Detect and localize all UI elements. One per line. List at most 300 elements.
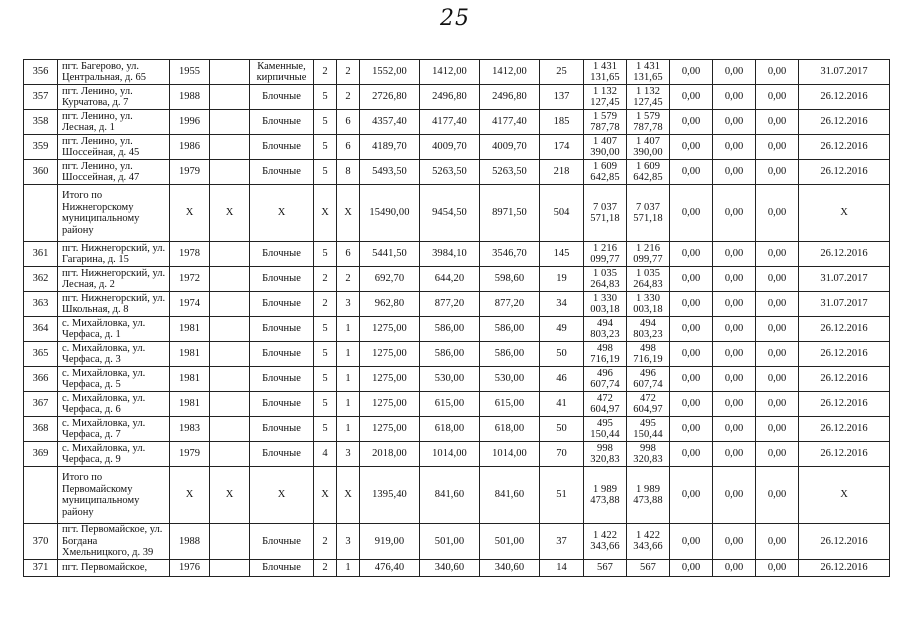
area-living-cell: 3984,10	[420, 242, 480, 267]
table-row	[24, 442, 890, 467]
year-cell: 1983	[170, 417, 210, 442]
blank-cell	[210, 267, 250, 292]
wall-material-cell: Блочные	[250, 392, 314, 417]
cost-cell-2: 1 422 343,66	[627, 524, 670, 560]
date-cell: 31.07.2017	[799, 60, 890, 85]
table-row	[24, 160, 890, 185]
area-living-residential-cell: 598,60	[480, 267, 540, 292]
cost-cell-2: 472 604,97	[627, 392, 670, 417]
cost-cell-2: 998 320,83	[627, 442, 670, 467]
residents-cell: 504	[540, 185, 584, 242]
year-cell: Х	[170, 185, 210, 242]
zero-cell-3: 0,00	[756, 135, 799, 160]
entrances-cell: Х	[337, 467, 360, 524]
area-living-cell: 877,20	[420, 292, 480, 317]
floors-cell: 5	[314, 417, 337, 442]
year-cell: 1988	[170, 524, 210, 560]
row-number: 357	[24, 85, 58, 110]
address-cell: Итого по Нижнегорскому муниципальному району	[58, 185, 170, 242]
area-living-residential-cell: 5263,50	[480, 160, 540, 185]
row-number	[24, 185, 58, 242]
date-cell: 26.12.2016	[799, 442, 890, 467]
zero-cell-2: 0,00	[713, 60, 756, 85]
area-living-cell: 5263,50	[420, 160, 480, 185]
cost-cell-2: 7 037 571,18	[627, 185, 670, 242]
area-total-cell: 1275,00	[360, 417, 420, 442]
year-cell: 1974	[170, 292, 210, 317]
row-number: 356	[24, 60, 58, 85]
zero-cell-3: 0,00	[756, 392, 799, 417]
residents-cell: 218	[540, 160, 584, 185]
floors-cell: 5	[314, 342, 337, 367]
address-cell: с. Михайловка, ул. Черфаса, д. 6	[58, 392, 170, 417]
wall-material-cell: Блочные	[250, 110, 314, 135]
zero-cell-3: 0,00	[756, 467, 799, 524]
area-total-cell: 692,70	[360, 267, 420, 292]
area-total-cell: 962,80	[360, 292, 420, 317]
blank-cell	[210, 342, 250, 367]
row-number: 370	[24, 524, 58, 560]
table-row	[24, 392, 890, 417]
address-cell: пгт. Первомайское, ул. Богдана Хмельницкого, д. 39	[58, 524, 170, 560]
address-cell: с. Михайловка, ул. Черфаса, д. 1	[58, 317, 170, 342]
entrances-cell: 3	[337, 524, 360, 560]
date-cell: 26.12.2016	[799, 160, 890, 185]
row-number: 371	[24, 559, 58, 576]
floors-cell: 5	[314, 110, 337, 135]
area-total-cell: 4189,70	[360, 135, 420, 160]
residents-cell: 70	[540, 442, 584, 467]
blank-cell	[210, 160, 250, 185]
area-living-cell: 2496,80	[420, 85, 480, 110]
area-living-residential-cell: 3546,70	[480, 242, 540, 267]
area-living-residential-cell: 877,20	[480, 292, 540, 317]
address-cell: пгт. Нижнегорский, ул. Гагарина, д. 15	[58, 242, 170, 267]
address-cell: пгт. Ленино, ул. Курчатова, д. 7	[58, 85, 170, 110]
area-living-cell: 644,20	[420, 267, 480, 292]
zero-cell-3: 0,00	[756, 110, 799, 135]
subtotal-row	[24, 185, 890, 242]
area-total-cell: 5493,50	[360, 160, 420, 185]
cost-cell-2: 1 330 003,18	[627, 292, 670, 317]
area-living-cell: 4177,40	[420, 110, 480, 135]
wall-material-cell: Блочные	[250, 242, 314, 267]
date-cell: 26.12.2016	[799, 85, 890, 110]
floors-cell: 5	[314, 135, 337, 160]
blank-cell	[210, 442, 250, 467]
floors-cell: 5	[314, 392, 337, 417]
cost-cell: 7 037 571,18	[584, 185, 627, 242]
cost-cell: 1 431 131,65	[584, 60, 627, 85]
area-living-residential-cell: 530,00	[480, 367, 540, 392]
row-number: 362	[24, 267, 58, 292]
area-living-residential-cell: 4177,40	[480, 110, 540, 135]
zero-cell-3: 0,00	[756, 417, 799, 442]
area-living-residential-cell: 1412,00	[480, 60, 540, 85]
date-cell: Х	[799, 185, 890, 242]
wall-material-cell: Блочные	[250, 85, 314, 110]
zero-cell-3: 0,00	[756, 559, 799, 576]
cost-cell-2: 1 579 787,78	[627, 110, 670, 135]
zero-cell-3: 0,00	[756, 524, 799, 560]
zero-cell-2: 0,00	[713, 85, 756, 110]
cost-cell: 498 716,19	[584, 342, 627, 367]
floors-cell: 5	[314, 317, 337, 342]
date-cell: 26.12.2016	[799, 392, 890, 417]
cost-cell-2: 1 132 127,45	[627, 85, 670, 110]
zero-cell-1: 0,00	[670, 442, 713, 467]
area-total-cell: 2726,80	[360, 85, 420, 110]
zero-cell-2: 0,00	[713, 292, 756, 317]
cost-cell: 567	[584, 559, 627, 576]
year-cell: 1996	[170, 110, 210, 135]
blank-cell	[210, 524, 250, 560]
address-cell: пгт. Нижнегорский, ул. Лесная, д. 2	[58, 267, 170, 292]
zero-cell-2: 0,00	[713, 417, 756, 442]
date-cell: 26.12.2016	[799, 559, 890, 576]
page-number: 25	[440, 6, 470, 31]
address-cell: пгт. Ленино, ул. Лесная, д. 1	[58, 110, 170, 135]
floors-cell: 4	[314, 442, 337, 467]
entrances-cell: 3	[337, 442, 360, 467]
zero-cell-1: 0,00	[670, 242, 713, 267]
area-living-cell: 530,00	[420, 367, 480, 392]
zero-cell-1: 0,00	[670, 135, 713, 160]
residents-cell: 14	[540, 559, 584, 576]
area-living-residential-cell: 4009,70	[480, 135, 540, 160]
floors-cell: Х	[314, 185, 337, 242]
cost-cell: 1 035 264,83	[584, 267, 627, 292]
area-total-cell: 919,00	[360, 524, 420, 560]
floors-cell: 5	[314, 85, 337, 110]
floors-cell: 2	[314, 60, 337, 85]
wall-material-cell: Х	[250, 185, 314, 242]
area-living-residential-cell: 618,00	[480, 417, 540, 442]
table-row	[24, 342, 890, 367]
cost-cell: 495 150,44	[584, 417, 627, 442]
cost-cell-2: 1 407 390,00	[627, 135, 670, 160]
cost-cell: 1 989 473,88	[584, 467, 627, 524]
year-cell: 1955	[170, 60, 210, 85]
residents-cell: 174	[540, 135, 584, 160]
subtotal-row	[24, 467, 890, 524]
zero-cell-3: 0,00	[756, 160, 799, 185]
entrances-cell: 6	[337, 135, 360, 160]
wall-material-cell: Блочные	[250, 524, 314, 560]
zero-cell-2: 0,00	[713, 392, 756, 417]
floors-cell: 2	[314, 292, 337, 317]
area-living-residential-cell: 8971,50	[480, 185, 540, 242]
area-living-cell: 618,00	[420, 417, 480, 442]
zero-cell-2: 0,00	[713, 467, 756, 524]
zero-cell-2: 0,00	[713, 185, 756, 242]
area-total-cell: 1395,40	[360, 467, 420, 524]
area-living-residential-cell: 586,00	[480, 342, 540, 367]
address-cell: пгт. Ленино, ул. Шоссейная, д. 45	[58, 135, 170, 160]
entrances-cell: 1	[337, 367, 360, 392]
year-cell: 1976	[170, 559, 210, 576]
residents-cell: 50	[540, 417, 584, 442]
entrances-cell: 6	[337, 242, 360, 267]
area-living-cell: 841,60	[420, 467, 480, 524]
wall-material-cell: Блочные	[250, 267, 314, 292]
zero-cell-3: 0,00	[756, 60, 799, 85]
row-number: 361	[24, 242, 58, 267]
date-cell: 26.12.2016	[799, 367, 890, 392]
address-cell: с. Михайловка, ул. Черфаса, д. 9	[58, 442, 170, 467]
table-row	[24, 559, 890, 576]
address-cell: Итого по Первомайскому муниципальному району	[58, 467, 170, 524]
zero-cell-1: 0,00	[670, 185, 713, 242]
wall-material-cell: Блочные	[250, 417, 314, 442]
date-cell: 26.12.2016	[799, 242, 890, 267]
cost-cell: 496 607,74	[584, 367, 627, 392]
cost-cell: 1 407 390,00	[584, 135, 627, 160]
cost-cell: 1 330 003,18	[584, 292, 627, 317]
area-living-residential-cell: 586,00	[480, 317, 540, 342]
table-row	[24, 242, 890, 267]
address-cell: с. Михайловка, ул. Черфаса, д. 5	[58, 367, 170, 392]
row-number: 368	[24, 417, 58, 442]
cost-cell-2: 494 803,23	[627, 317, 670, 342]
entrances-cell: 6	[337, 110, 360, 135]
table-row	[24, 367, 890, 392]
row-number: 363	[24, 292, 58, 317]
cost-cell-2: 495 150,44	[627, 417, 670, 442]
entrances-cell: 1	[337, 417, 360, 442]
cost-cell-2: 567	[627, 559, 670, 576]
year-cell: Х	[170, 467, 210, 524]
address-cell: с. Михайловка, ул. Черфаса, д. 3	[58, 342, 170, 367]
zero-cell-3: 0,00	[756, 242, 799, 267]
row-number: 360	[24, 160, 58, 185]
wall-material-cell: Х	[250, 467, 314, 524]
entrances-cell: 3	[337, 292, 360, 317]
zero-cell-2: 0,00	[713, 267, 756, 292]
year-cell: 1988	[170, 85, 210, 110]
area-living-cell: 4009,70	[420, 135, 480, 160]
blank-cell	[210, 135, 250, 160]
zero-cell-1: 0,00	[670, 160, 713, 185]
cost-cell: 1 579 787,78	[584, 110, 627, 135]
housing-register-table	[23, 59, 890, 577]
blank-cell	[210, 417, 250, 442]
wall-material-cell: Блочные	[250, 317, 314, 342]
area-living-cell: 586,00	[420, 317, 480, 342]
address-cell: пгт. Нижнегорский, ул. Школьная, д. 8	[58, 292, 170, 317]
date-cell: 31.07.2017	[799, 267, 890, 292]
wall-material-cell: Блочные	[250, 367, 314, 392]
area-living-residential-cell: 615,00	[480, 392, 540, 417]
date-cell: Х	[799, 467, 890, 524]
residents-cell: 51	[540, 467, 584, 524]
zero-cell-1: 0,00	[670, 342, 713, 367]
residents-cell: 50	[540, 342, 584, 367]
floors-cell: 2	[314, 524, 337, 560]
zero-cell-3: 0,00	[756, 367, 799, 392]
residents-cell: 37	[540, 524, 584, 560]
date-cell: 26.12.2016	[799, 342, 890, 367]
zero-cell-3: 0,00	[756, 442, 799, 467]
residents-cell: 185	[540, 110, 584, 135]
date-cell: 26.12.2016	[799, 417, 890, 442]
blank-cell	[210, 367, 250, 392]
wall-material-cell: Блочные	[250, 135, 314, 160]
cost-cell-2: 1 431 131,65	[627, 60, 670, 85]
cost-cell: 1 132 127,45	[584, 85, 627, 110]
area-living-cell: 1412,00	[420, 60, 480, 85]
year-cell: 1981	[170, 392, 210, 417]
date-cell: 26.12.2016	[799, 524, 890, 560]
floors-cell: Х	[314, 467, 337, 524]
area-total-cell: 5441,50	[360, 242, 420, 267]
date-cell: 31.07.2017	[799, 292, 890, 317]
area-living-residential-cell: 1014,00	[480, 442, 540, 467]
area-total-cell: 1275,00	[360, 342, 420, 367]
area-living-cell: 9454,50	[420, 185, 480, 242]
year-cell: 1981	[170, 317, 210, 342]
row-number: 366	[24, 367, 58, 392]
zero-cell-2: 0,00	[713, 242, 756, 267]
zero-cell-2: 0,00	[713, 524, 756, 560]
area-living-cell: 501,00	[420, 524, 480, 560]
entrances-cell: 2	[337, 267, 360, 292]
zero-cell-3: 0,00	[756, 342, 799, 367]
blank-cell	[210, 292, 250, 317]
cost-cell: 1 422 343,66	[584, 524, 627, 560]
table-row	[24, 110, 890, 135]
row-number: 358	[24, 110, 58, 135]
area-living-residential-cell: 2496,80	[480, 85, 540, 110]
residents-cell: 46	[540, 367, 584, 392]
date-cell: 26.12.2016	[799, 135, 890, 160]
table-row	[24, 60, 890, 85]
zero-cell-1: 0,00	[670, 110, 713, 135]
zero-cell-2: 0,00	[713, 342, 756, 367]
area-living-cell: 615,00	[420, 392, 480, 417]
residents-cell: 137	[540, 85, 584, 110]
area-living-cell: 586,00	[420, 342, 480, 367]
zero-cell-1: 0,00	[670, 524, 713, 560]
floors-cell: 2	[314, 267, 337, 292]
floors-cell: 5	[314, 160, 337, 185]
table-row	[24, 292, 890, 317]
zero-cell-2: 0,00	[713, 135, 756, 160]
floors-cell: 5	[314, 242, 337, 267]
area-total-cell: 476,40	[360, 559, 420, 576]
residents-cell: 34	[540, 292, 584, 317]
cost-cell-2: 1 035 264,83	[627, 267, 670, 292]
table-row	[24, 524, 890, 560]
area-living-residential-cell: 841,60	[480, 467, 540, 524]
entrances-cell: 1	[337, 392, 360, 417]
area-living-residential-cell: 501,00	[480, 524, 540, 560]
cost-cell: 998 320,83	[584, 442, 627, 467]
area-total-cell: 15490,00	[360, 185, 420, 242]
zero-cell-3: 0,00	[756, 85, 799, 110]
area-total-cell: 1275,00	[360, 317, 420, 342]
cost-cell: 1 609 642,85	[584, 160, 627, 185]
address-cell: пгт. Ленино, ул. Шоссейная, д. 47	[58, 160, 170, 185]
residents-cell: 145	[540, 242, 584, 267]
cost-cell-2: 498 716,19	[627, 342, 670, 367]
zero-cell-1: 0,00	[670, 85, 713, 110]
area-total-cell: 1275,00	[360, 392, 420, 417]
floors-cell: 2	[314, 559, 337, 576]
year-cell: 1979	[170, 160, 210, 185]
zero-cell-1: 0,00	[670, 317, 713, 342]
entrances-cell: 8	[337, 160, 360, 185]
area-living-cell: 1014,00	[420, 442, 480, 467]
date-cell: 26.12.2016	[799, 110, 890, 135]
zero-cell-1: 0,00	[670, 392, 713, 417]
cost-cell-2: 1 216 099,77	[627, 242, 670, 267]
zero-cell-2: 0,00	[713, 367, 756, 392]
zero-cell-2: 0,00	[713, 317, 756, 342]
entrances-cell: 2	[337, 85, 360, 110]
blank-cell	[210, 110, 250, 135]
table-body	[24, 60, 890, 577]
wall-material-cell: Каменные, кирпичные	[250, 60, 314, 85]
cost-cell-2: 1 609 642,85	[627, 160, 670, 185]
area-living-cell: 340,60	[420, 559, 480, 576]
year-cell: 1978	[170, 242, 210, 267]
blank-cell	[210, 392, 250, 417]
cost-cell-2: 1 989 473,88	[627, 467, 670, 524]
cost-cell: 494 803,23	[584, 317, 627, 342]
residents-cell: 49	[540, 317, 584, 342]
table-row	[24, 85, 890, 110]
blank-cell	[210, 317, 250, 342]
zero-cell-1: 0,00	[670, 292, 713, 317]
zero-cell-1: 0,00	[670, 60, 713, 85]
zero-cell-3: 0,00	[756, 292, 799, 317]
table-row	[24, 135, 890, 160]
zero-cell-2: 0,00	[713, 110, 756, 135]
zero-cell-1: 0,00	[670, 267, 713, 292]
area-living-residential-cell: 340,60	[480, 559, 540, 576]
year-cell: 1986	[170, 135, 210, 160]
floors-cell: 5	[314, 367, 337, 392]
blank-cell	[210, 60, 250, 85]
zero-cell-1: 0,00	[670, 467, 713, 524]
cost-cell: 472 604,97	[584, 392, 627, 417]
row-number: 367	[24, 392, 58, 417]
blank-cell	[210, 242, 250, 267]
row-number: 365	[24, 342, 58, 367]
wall-material-cell: Блочные	[250, 559, 314, 576]
zero-cell-3: 0,00	[756, 267, 799, 292]
area-total-cell: 2018,00	[360, 442, 420, 467]
zero-cell-3: 0,00	[756, 317, 799, 342]
table-row	[24, 267, 890, 292]
year-cell: 1981	[170, 342, 210, 367]
year-cell: 1981	[170, 367, 210, 392]
zero-cell-1: 0,00	[670, 417, 713, 442]
blank-cell: Х	[210, 467, 250, 524]
year-cell: 1972	[170, 267, 210, 292]
area-total-cell: 4357,40	[360, 110, 420, 135]
wall-material-cell: Блочные	[250, 342, 314, 367]
wall-material-cell: Блочные	[250, 160, 314, 185]
row-number	[24, 467, 58, 524]
area-total-cell: 1275,00	[360, 367, 420, 392]
zero-cell-2: 0,00	[713, 442, 756, 467]
area-total-cell: 1552,00	[360, 60, 420, 85]
row-number: 364	[24, 317, 58, 342]
wall-material-cell: Блочные	[250, 292, 314, 317]
zero-cell-1: 0,00	[670, 367, 713, 392]
